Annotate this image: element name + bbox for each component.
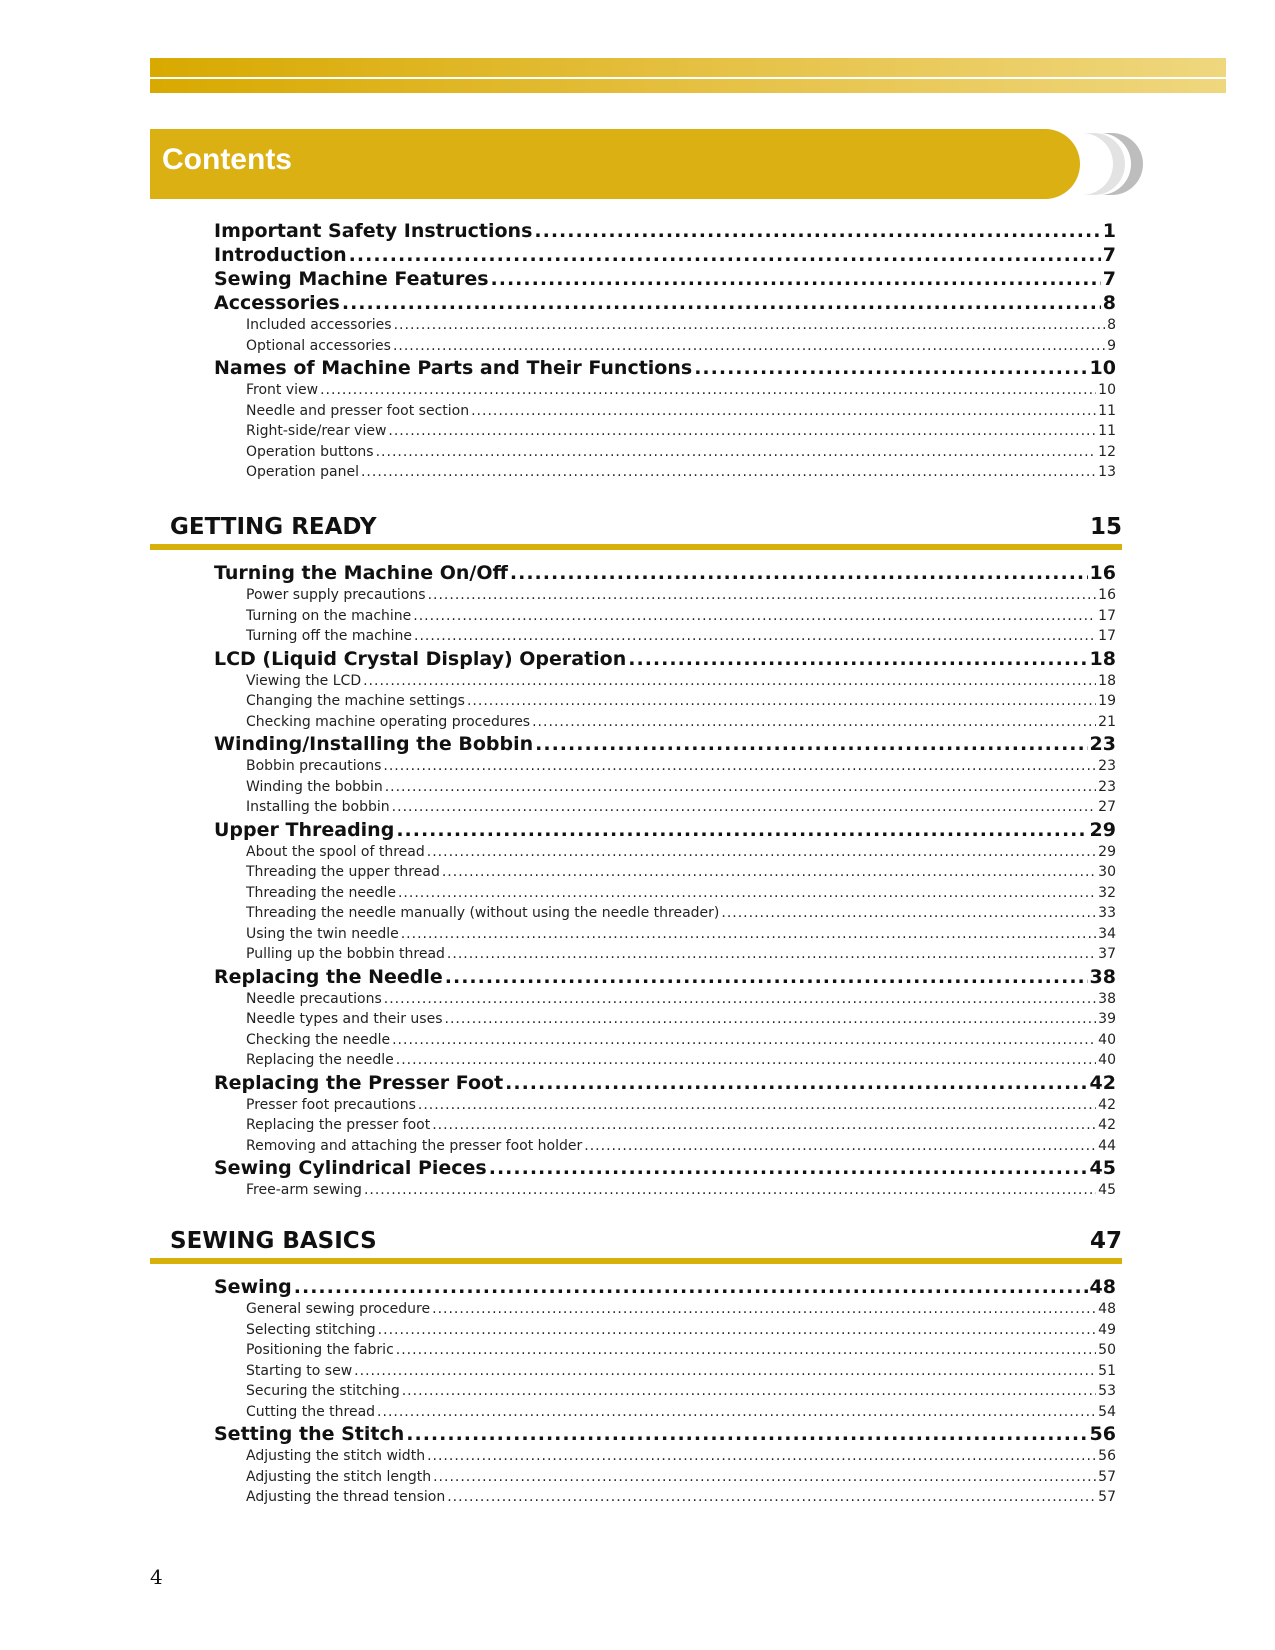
toc-subentry[interactable] [214,1180,1116,1201]
toc-entry-label: Winding/Installing the Bobbin [214,733,534,755]
toc-subentry[interactable] [214,883,1116,904]
toc-getting-ready-list [214,561,1116,1201]
toc-entry-label: Changing the machine settings [246,693,465,709]
dot-leader [396,1340,1096,1361]
toc-entry-label: Needle precautions [246,990,382,1007]
toc-entry-page: 8 [1102,292,1116,314]
toc-entry-label: Names of Machine Parts and Their Functions [214,357,693,379]
toc-subentry[interactable] [214,691,1116,712]
dot-leader [402,1381,1096,1402]
dot-leader [401,924,1096,945]
dot-leader [364,1180,1096,1201]
dot-leader [471,401,1096,422]
toc-subentry[interactable] [214,671,1116,692]
dot-leader [584,1136,1096,1157]
banner-arc-decoration [1078,131,1144,197]
toc-entry-page: 40 [1098,1052,1116,1068]
toc-entry-page: 39 [1098,1011,1116,1027]
toc-entry-page: 23 [1098,778,1116,795]
toc-entry-page: 34 [1098,925,1116,942]
toc-entry[interactable] [214,356,1116,380]
toc-entry-label: Optional accessories [246,337,391,354]
contents-banner [150,129,1080,199]
toc-subentry[interactable] [214,626,1116,647]
toc-subentry[interactable] [214,1136,1116,1157]
dot-leader [432,1299,1096,1320]
section-header-sewing-basics [150,1222,1122,1264]
dot-leader [432,1115,1096,1136]
dot-leader [376,442,1097,463]
toc-subentry[interactable] [214,1009,1116,1030]
toc-subentry[interactable] [214,401,1116,422]
toc-entry-label: Threading the needle [246,884,396,901]
toc-entry-page: 54 [1098,1403,1116,1420]
toc-subentry[interactable] [214,315,1116,336]
toc-entry-label: Turning off the machine [246,628,413,644]
dot-leader [349,243,1101,267]
toc-entry-page: 38 [1098,990,1116,1007]
toc-subentry[interactable] [214,712,1116,733]
toc-entry-label: Replacing the needle [246,1052,394,1068]
dot-leader [361,462,1096,483]
toc-entry-label: Upper Threading [214,818,395,841]
toc-entry-page: 40 [1098,1031,1116,1048]
toc-entry-page: 21 [1098,713,1116,730]
toc-entry-page: 29 [1089,818,1116,841]
toc-entry-page: 42 [1089,1071,1116,1094]
dot-leader [396,1050,1096,1071]
dot-leader [535,732,1087,756]
top-decorative-bar [150,58,1226,93]
toc-entry-label: Replacing the Presser Foot [214,1071,504,1094]
dot-leader [694,356,1087,380]
dot-leader [413,606,1096,627]
toc-subentry[interactable] [214,1340,1116,1361]
toc-entry-label: Installing the bobbin [246,799,390,815]
toc-entry-label: Operation buttons [246,443,374,460]
toc-entry-page: 48 [1098,1301,1116,1317]
toc-entry-page: 42 [1098,1096,1116,1113]
dot-leader [489,1156,1088,1180]
dot-leader [406,1422,1087,1446]
toc-entry-page: 18 [1098,672,1116,689]
dot-leader [320,380,1096,401]
toc-entry-page: 45 [1098,1182,1116,1198]
toc-subentry[interactable] [214,1487,1116,1508]
toc-entry-page: 13 [1098,464,1116,480]
toc-subentry[interactable] [214,421,1116,442]
toc-entry-page: 1 [1102,220,1116,242]
toc-entry-label: Adjusting the stitch length [246,1468,432,1485]
toc-entry-page: 17 [1098,628,1116,644]
toc-entry-label: Introduction [214,244,347,266]
toc-entry-page: 57 [1098,1489,1116,1505]
toc-entry-label: General sewing procedure [246,1301,431,1317]
toc-subentry[interactable] [214,797,1116,818]
toc-entry-label: Important Safety Instructions [214,220,533,242]
toc-entry-label: Right-side/rear view [246,423,387,439]
toc-subentry[interactable] [214,924,1116,945]
dot-leader [445,965,1088,989]
toc-entry-label: Turning on the machine [246,607,412,624]
toc-entry-label: Setting the Stitch [214,1423,405,1445]
toc-entry-page: 10 [1098,382,1116,398]
dot-leader [721,903,1096,924]
dot-leader [393,336,1105,357]
toc-entry-page: 16 [1098,587,1116,603]
dot-leader [428,585,1097,606]
toc-entry-label: Replacing the Needle [214,965,443,988]
toc-entry-page: 45 [1089,1157,1116,1179]
toc-subentry[interactable] [214,1361,1116,1382]
dot-leader [433,1467,1096,1488]
dot-leader [388,421,1096,442]
toc-entry-page: 37 [1098,946,1116,962]
toc-subentry[interactable] [214,585,1116,606]
section-title: SEWING BASICS [170,1228,377,1254]
toc-entry-page: 50 [1098,1342,1116,1358]
toc-entry-label: Presser foot precautions [246,1096,416,1113]
toc-entry[interactable] [214,219,1116,243]
toc-subentry[interactable] [214,442,1116,463]
dot-leader [414,626,1096,647]
toc-entry-label: Positioning the fabric [246,1342,394,1358]
section-page: 47 [1089,1228,1122,1254]
dot-leader [342,291,1101,315]
dot-leader [294,1275,1088,1299]
toc-entry-label: Winding the bobbin [246,778,383,795]
toc-entry[interactable] [214,1156,1116,1180]
toc-entry[interactable] [214,561,1116,585]
toc-entry-label: Threading the upper thread [246,864,440,880]
toc-entry-page: 33 [1098,905,1116,921]
dot-leader [385,777,1096,798]
dot-leader [447,944,1096,965]
toc-subentry[interactable] [214,862,1116,883]
toc-entry-label: Pulling up the bobbin thread [246,946,445,962]
toc-entry-label: Replacing the presser foot [246,1117,431,1133]
toc-entry-page: 56 [1089,1423,1116,1445]
toc-entry-page: 7 [1102,268,1116,290]
dot-leader [418,1095,1096,1116]
toc-subentry[interactable] [214,1381,1116,1402]
toc-entry-label: Viewing the LCD [246,672,362,689]
toc-subentry[interactable] [214,903,1116,924]
toc-entry-page: 57 [1098,1468,1116,1485]
dot-leader [377,1402,1096,1423]
toc-entry[interactable] [214,732,1116,756]
toc-entry-page: 18 [1089,647,1116,670]
toc-entry-label: Checking the needle [246,1031,391,1048]
toc-entry-page: 29 [1098,843,1116,860]
dot-leader [398,883,1096,904]
top-bar-stripe [150,77,1226,79]
toc-entry-label: Securing the stitching [246,1383,400,1399]
toc-entry-label: Adjusting the stitch width [246,1448,426,1464]
toc-subentry[interactable] [214,606,1116,627]
dot-leader [354,1361,1096,1382]
toc-entry-page: 48 [1089,1276,1116,1298]
toc-entry-label: Free-arm sewing [246,1182,362,1198]
toc-entry[interactable] [214,965,1116,989]
dot-leader [427,842,1096,863]
page-title: Contents [162,143,292,176]
toc-entry-label: Adjusting the thread tension [246,1489,446,1505]
toc-entry-page: 11 [1098,402,1116,419]
toc-entry-page: 42 [1098,1117,1116,1133]
dot-leader [363,671,1096,692]
toc-sewing-basics-list [214,1275,1116,1508]
dot-leader [378,1320,1097,1341]
toc-entry-label: Sewing Cylindrical Pieces [214,1157,487,1179]
toc-entry-label: Using the twin needle [246,925,399,942]
dot-leader [447,1487,1096,1508]
toc-entry-label: LCD (Liquid Crystal Display) Operation [214,647,627,670]
toc-entry-label: About the spool of thread [246,843,425,860]
toc-entry[interactable] [214,647,1116,671]
toc-subentry[interactable] [214,944,1116,965]
dot-leader [532,712,1096,733]
dot-leader [510,561,1088,585]
toc-subentry[interactable] [214,842,1116,863]
dot-leader [467,691,1096,712]
toc-entry-page: 32 [1098,884,1116,901]
toc-entry-label: Removing and attaching the presser foot holder [246,1137,583,1154]
toc-entry-label: Threading the needle manually (without using the needle threader) [246,905,720,921]
dot-leader [534,219,1100,243]
dot-leader [383,756,1096,777]
toc-subentry[interactable] [214,1095,1116,1116]
toc-entry-page: 9 [1107,337,1116,354]
toc-entry[interactable] [214,267,1116,291]
toc-entry-page: 38 [1089,965,1116,988]
section-header-getting-ready [150,508,1122,550]
toc-entry[interactable] [214,291,1116,315]
toc-entry-label: Sewing [214,1276,292,1298]
toc-entry[interactable] [214,243,1116,267]
toc-entry-label: Accessories [214,292,340,314]
toc-entry-label: Sewing Machine Features [214,268,489,290]
toc-entry-page: 23 [1098,758,1116,774]
toc-entry-page: 8 [1107,317,1116,333]
toc-subentry[interactable] [214,462,1116,483]
toc-entry[interactable] [214,1275,1116,1299]
dot-leader [442,862,1096,883]
toc-subentry[interactable] [214,1402,1116,1423]
toc-subentry[interactable] [214,989,1116,1010]
toc-entry-page: 7 [1102,244,1116,266]
toc-entry-label: Power supply precautions [246,587,426,603]
dot-leader [392,797,1097,818]
dot-leader [491,267,1101,291]
toc-entry-label: Front view [246,382,319,398]
toc-entry-label: Operation panel [246,464,359,480]
toc-subentry[interactable] [214,1050,1116,1071]
toc-entry-label: Starting to sew [246,1362,353,1379]
dot-leader [628,647,1087,671]
toc-subentry[interactable] [214,1115,1116,1136]
toc-subentry[interactable] [214,756,1116,777]
page-number: 4 [150,1565,163,1589]
dot-leader [427,1446,1096,1467]
toc-entry-page: 30 [1098,864,1116,880]
toc-entry-page: 44 [1098,1137,1116,1154]
toc-entry-label: Cutting the thread [246,1403,376,1420]
section-page: 15 [1089,514,1122,540]
toc-entry-page: 19 [1098,693,1116,709]
toc-entry-page: 51 [1098,1362,1116,1379]
section-title: GETTING READY [170,514,377,540]
dot-leader [392,1030,1096,1051]
toc-entry-page: 11 [1098,423,1116,439]
toc-entry-label: Needle types and their uses [246,1011,443,1027]
toc-subentry[interactable] [214,777,1116,798]
toc-entry-page: 56 [1098,1448,1116,1464]
toc-entry-page: 12 [1098,443,1116,460]
dot-leader [384,989,1096,1010]
toc-entry[interactable] [214,1422,1116,1446]
toc-subentry[interactable] [214,1030,1116,1051]
toc-entry-label: Selecting stitching [246,1321,376,1338]
toc-entry-page: 10 [1089,357,1116,379]
toc-entry-label: Bobbin precautions [246,758,382,774]
toc-subentry[interactable] [214,1446,1116,1467]
toc-entry[interactable] [214,818,1116,842]
toc-subentry[interactable] [214,336,1116,357]
toc-entry-page: 27 [1098,799,1116,815]
toc-subentry[interactable] [214,1467,1116,1488]
dot-leader [396,818,1087,842]
toc-entry-page: 49 [1098,1321,1116,1338]
toc-subentry[interactable] [214,1320,1116,1341]
dot-leader [505,1071,1087,1095]
toc-entry-page: 16 [1089,562,1116,584]
toc-entry[interactable] [214,1071,1116,1095]
toc-entry-label: Included accessories [246,317,392,333]
toc-entry-page: 53 [1098,1383,1116,1399]
toc-entry-label: Needle and presser foot section [246,402,470,419]
dot-leader [394,315,1105,336]
toc-subentry[interactable] [214,1299,1116,1320]
toc-entry-label: Checking machine operating procedures [246,713,531,730]
dot-leader [445,1009,1097,1030]
toc-entry-page: 23 [1089,733,1116,755]
toc-intro-list [214,219,1116,483]
toc-entry-page: 17 [1098,607,1116,624]
toc-subentry[interactable] [214,380,1116,401]
toc-entry-label: Turning the Machine On/Off [214,562,508,584]
